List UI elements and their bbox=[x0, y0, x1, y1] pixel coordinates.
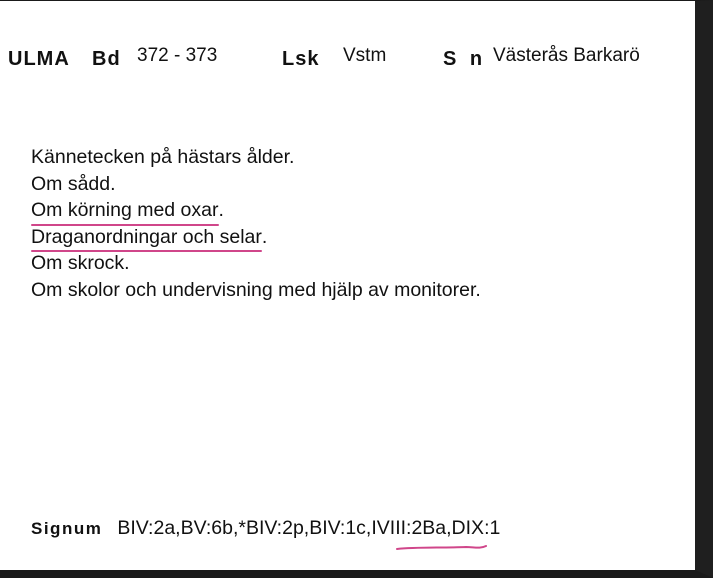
topic-line: Om skrock. bbox=[31, 252, 130, 274]
signum-value: BIV:2a,BV:6b,*BIV:2p,BIV:1c,IVIII:2Ba,DIX:1 bbox=[117, 517, 501, 539]
county-value: Vstm bbox=[343, 45, 387, 66]
underlined-topic: Om körning med oxar bbox=[31, 197, 219, 224]
volume-value: 372 - 373 bbox=[137, 45, 218, 66]
parish-key: S n bbox=[443, 48, 487, 70]
topic-line-tail: . bbox=[218, 199, 224, 221]
topic-line: Om skolor och undervisning med hjälp av monitorer. bbox=[31, 278, 481, 301]
topic-line: Om sådd. bbox=[31, 172, 116, 195]
topic-line: Kännetecken på hästars ålder. bbox=[31, 146, 295, 168]
topic-list bbox=[31, 144, 481, 303]
underlined-topic: Draganordningar och selar bbox=[31, 224, 262, 251]
archive-label: ULMA bbox=[8, 48, 70, 70]
handwritten-underline-mark bbox=[396, 544, 488, 552]
topic-line bbox=[31, 197, 481, 224]
signum-row bbox=[31, 517, 500, 540]
topic-line bbox=[31, 224, 481, 251]
parish-value: Västerås Barkarö bbox=[493, 45, 640, 66]
volume-key: Bd bbox=[92, 48, 121, 70]
topic-line-tail: . bbox=[261, 225, 268, 248]
signum-label: Signum bbox=[31, 519, 103, 538]
county-key: Lsk bbox=[282, 48, 320, 70]
